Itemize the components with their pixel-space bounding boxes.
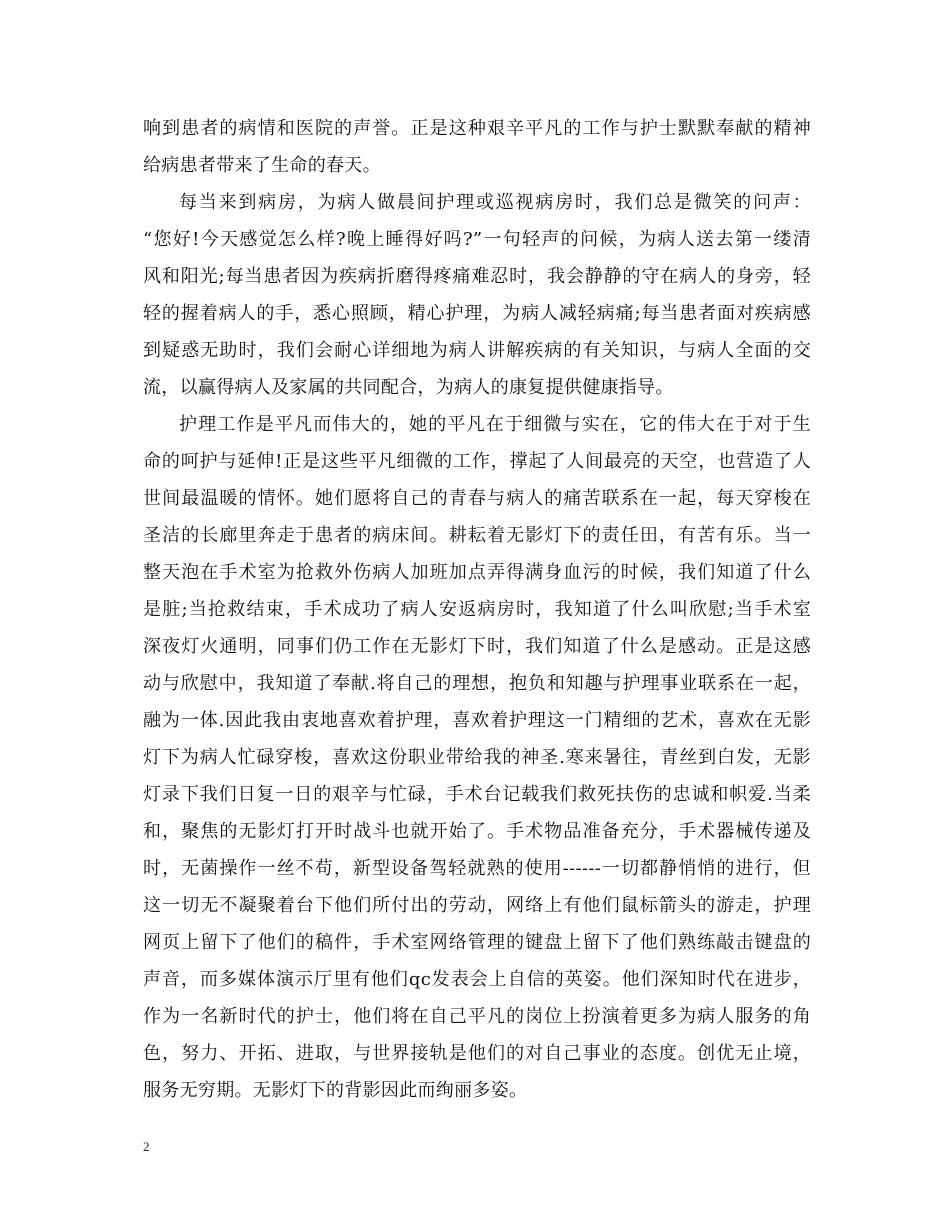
text-line: 到疑惑无助时，我们会耐心详细地为病人讲解疾病的有关知识，与病人全面的交 xyxy=(143,340,811,361)
text-line: 色，努力、开拓、进取，与世界接轨是他们的对自己事业的态度。创优无止境， xyxy=(143,1043,811,1064)
text-line: 声音，而多媒体演示厅里有他们qc发表会上自信的英姿。他们深知时代在进步， xyxy=(143,969,811,990)
text-line: 动与欣慰中，我知道了奉献.将自己的理想，抱负和知趣与护理事业联系在一起， xyxy=(143,673,811,694)
text-line: 深夜灯火通明，同事们仍工作在无影灯下时，我们知道了什么是感动。正是这感 xyxy=(143,636,811,657)
text-line: 融为一体.因此我由衷地喜欢着护理，喜欢着护理这一门精细的艺术，喜欢在无影 xyxy=(143,710,811,731)
text-line: 灯录下我们日复一日的艰辛与忙碌，手术台记载我们救死扶伤的忠诚和帜爱.当柔 xyxy=(143,784,811,805)
text-line: 命的呵护与延伸!正是这些平凡细微的工作，撑起了人间最亮的天空，也营造了人 xyxy=(143,451,811,472)
text-line: “您好!今天感觉怎么样?晚上睡得好吗?”一句轻声的问候，为病人送去第一缕清 xyxy=(143,229,811,250)
text-line: 灯下为病人忙碌穿梭，喜欢这份职业带给我的神圣.寒来暑往，青丝到白发，无影 xyxy=(143,747,811,768)
paragraph-2 xyxy=(143,184,811,406)
text-line: 是脏;当抢救结束，手术成功了病人安返病房时，我知道了什么叫欣慰;当手术室 xyxy=(143,599,811,620)
text-line: 响到患者的病情和医院的声誉。正是这种艰辛平凡的工作与护士默默奉献的精神 xyxy=(143,118,811,139)
text-line: 服务无穷期。无影灯下的背影因此而绚丽多姿。 xyxy=(143,1080,528,1101)
text-line: 和，聚焦的无影灯打开时战斗也就开始了。手术物品准备充分，手术器械传递及 xyxy=(143,821,811,842)
text-line: 整天泡在手术室为抢救外伤病人加班加点弄得满身血污的时候，我们知道了什么 xyxy=(143,562,811,583)
text-line: 护理工作是平凡而伟大的，她的平凡在于细微与实在，它的伟大在于对于生 xyxy=(179,414,811,435)
page-number: 2 xyxy=(143,1139,150,1154)
text-line: 圣洁的长廊里奔走于患者的病床间。耕耘着无影灯下的责任田，有苦有乐。当一 xyxy=(143,525,811,546)
text-line: 时，无菌操作一丝不苟，新型设备驾轻就熟的使用------一切都静悄悄的进行，但 xyxy=(143,858,811,879)
paragraph-1 xyxy=(143,110,811,184)
body-text xyxy=(143,110,811,1109)
text-line: 网页上留下了他们的稿件，手术室网络管理的键盘上留下了他们熟练敲击键盘的 xyxy=(143,932,811,953)
text-line: 给病患者带来了生命的春天。 xyxy=(143,155,381,176)
text-line: 流，以赢得病人及家属的共同配合，为病人的康复提供健康指导。 xyxy=(143,377,674,398)
text-line: 每当来到病房，为病人做晨间护理或巡视病房时，我们总是微笑的问声： xyxy=(179,192,811,213)
text-line: 世间最温暖的情怀。她们愿将自己的青春与病人的痛苦联系在一起，每天穿梭在 xyxy=(143,488,811,509)
text-line: 风和阳光;每当患者因为疾病折磨得疼痛难忍时，我会静静的守在病人的身旁，轻 xyxy=(143,266,811,287)
paragraph-3 xyxy=(143,406,811,1109)
text-line: 作为一名新时代的护士，他们将在自己平凡的岗位上扮演着更多为病人服务的角 xyxy=(143,1006,811,1027)
text-line: 轻的握着病人的手，悉心照顾，精心护理，为病人减轻病痛;每当患者面对疾病感 xyxy=(143,303,811,324)
text-line: 这一切无不凝聚着台下他们所付出的劳动，网络上有他们鼠标箭头的游走，护理 xyxy=(143,895,811,916)
